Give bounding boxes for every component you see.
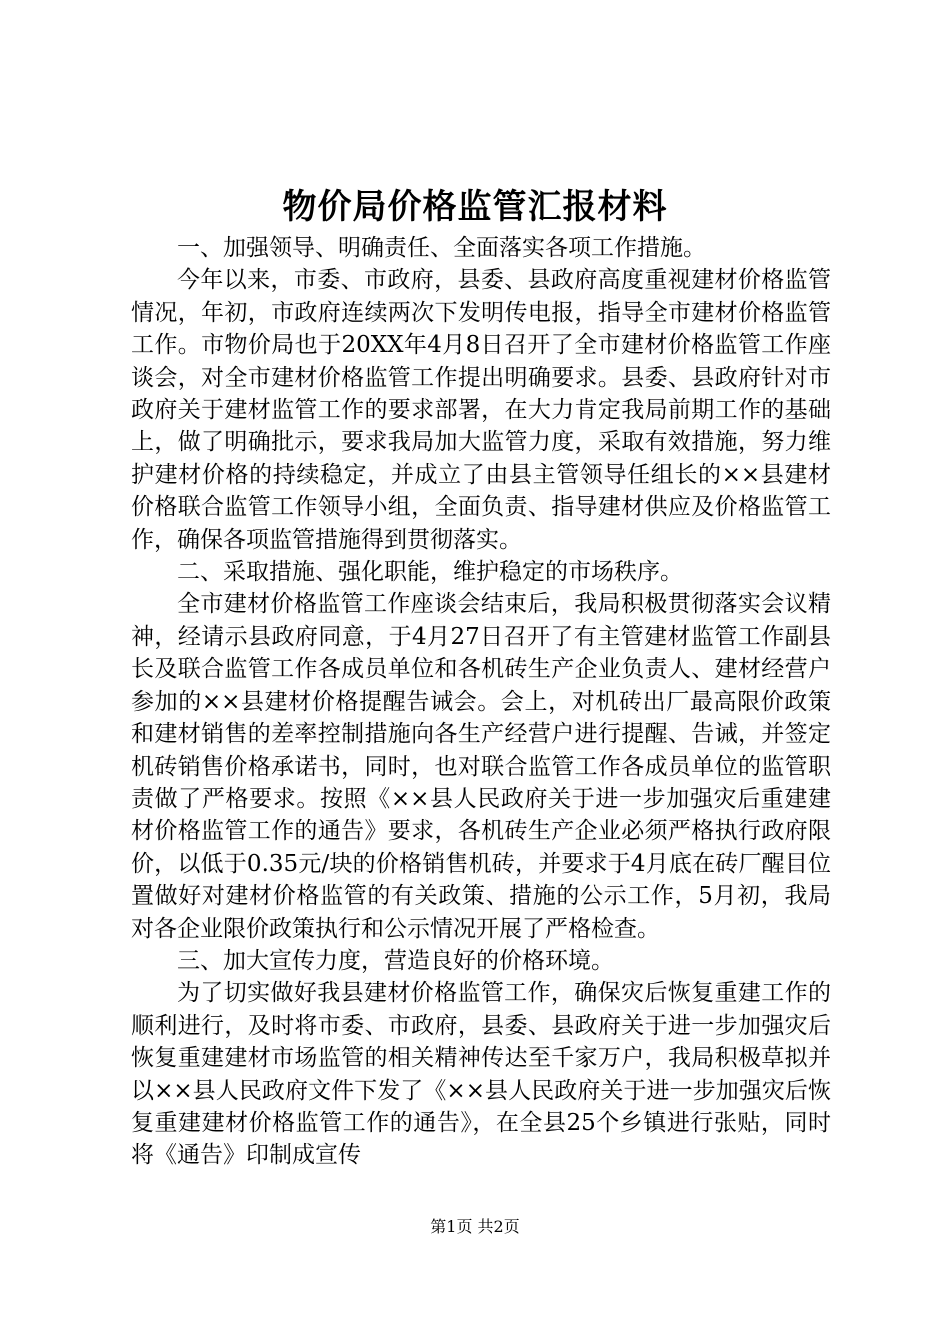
page-title: 物价局价格监管汇报材料 — [282, 187, 668, 227]
page-number-footer: 第1页 共2页 — [430, 1217, 520, 1236]
paragraph-1: 今年以来，市委、市政府，县委、县政府高度重视建材价格监管情况，年初，市政府连续两次下发明传电报，指导全市建材价格监管工作。市物价局也于20XX年4月8日召开了全市建材价格监管工作座谈会，对全市建材价格监管工作提出明确要求。县委、县政府针对市政府关于建材监管工作的要求部署，在大力肯定我局前期工作的基础上，做了明确批示，要求我局加大监管力度，采取有效措施，努力维护建材价格的持续稳定，并成立了由县主管领导任组长的××县建材价格联合监管工作领导小组，全面负责、指导建材供应及价格监管工作，确保各项监管措施得到贯彻落实。 — [131, 267, 831, 553]
section-heading-3: 三、加大宣传力度，营造良好的价格环境。 — [177, 947, 614, 974]
section-heading-1: 一、加强领导、明确责任、全面落实各项工作措施。 — [177, 235, 706, 261]
document-body — [131, 232, 831, 1172]
section-heading-2: 二、采取措施、强化职能，维护稳定的市场秩序。 — [177, 559, 683, 586]
paragraph-2: 全市建材价格监管工作座谈会结束后，我局积极贯彻落实会议精神，经请示县政府同意，于4月27日召开了有主管建材监管工作副县长及联合监管工作各成员单位和各机砖生产企业负责人、建材经营户参加的××县建材价格提醒告诫会。会上，对机砖出厂最高限价政策和建材销售的差率控制措施向各生产经营户进行提醒、告诫，并签定机砖销售价格承诺书，同时，也对联合监管工作各成员单位的监管职责做了严格要求。按照《××县人民政府关于进一步加强灾后重建建材价格监管工作的通告》要求，各机砖生产企业必须严格执行政府限价，以低于0.35元/块的价格销售机砖，并要求于4月底在砖厂醒目位置做好对建材价格监管的有关政策、措施的公示工作，5月初，我局对各企业限价政策执行和公示情况开展了严格检查。 — [131, 591, 831, 942]
paragraph-3: 为了切实做好我县建材价格监管工作，确保灾后恢复重建工作的顺利进行，及时将市委、市政府，县委、县政府关于进一步加强灾后恢复重建建材市场监管的相关精神传达至千家万户，我局积极草拟并以××县人民政府文件下发了《××县人民政府关于进一步加强灾后恢复重建建材价格监管工作的通告》，在全县25个乡镇进行张贴，同时将《通告》印制成宣传 — [131, 980, 831, 1169]
